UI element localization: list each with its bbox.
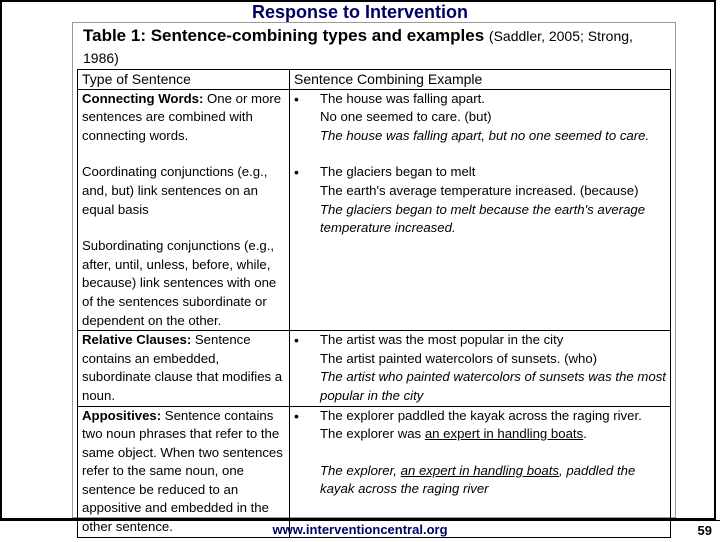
table-header-row (78, 70, 671, 90)
example-sentence: The artist was the most popular in the city (320, 332, 564, 348)
page-number: 59 (697, 523, 712, 538)
example-sentence: The explorer paddled the kayak across the raging river. (320, 407, 642, 423)
type-cell (78, 331, 290, 406)
type-text: Sentence contains an embedded, subordinate clause that modifies a noun. (82, 332, 283, 403)
table-row (78, 331, 671, 406)
type-cell (78, 89, 290, 331)
appositive-phrase: an expert in handling boats (400, 462, 560, 478)
type-cell (78, 406, 290, 537)
table-citation: (Saddler, 2005; Strong, 1986) (83, 28, 633, 66)
bullet-icon: • (294, 332, 299, 349)
type-label: Appositives: (82, 407, 162, 423)
example-sentence: The artist painted watercolors of sunsets. (who) (320, 350, 598, 366)
example-item (294, 331, 666, 405)
combined-sentence: The house was falling apart, but no one seemed to care. (320, 127, 650, 143)
example-cell (290, 331, 671, 406)
bullet-icon: • (294, 407, 299, 424)
example-sentence: The earth's average temperature increased. (because) (320, 182, 639, 198)
example-item (294, 407, 666, 499)
table-title (77, 23, 671, 69)
example-cell (290, 89, 671, 331)
example-cell (290, 406, 671, 537)
example-item (294, 90, 666, 146)
bullet-icon: • (294, 164, 299, 181)
type-description (82, 331, 285, 405)
example-sentence: The explorer was an expert in handling boats. (320, 426, 587, 442)
table-row (78, 406, 671, 537)
type-text: One or more sentences are combined with connecting words. (82, 90, 282, 143)
combined-sentence: The glaciers began to melt because the earth's average temperature increased. (320, 201, 646, 236)
combined-sentence: The explorer, an expert in handling boats, paddled the kayak across the raging river (320, 462, 636, 497)
appositive-phrase: an expert in handling boats (424, 426, 584, 442)
type-label: Relative Clauses: (82, 332, 192, 348)
type-note: Subordinating conjunctions (e.g., after, until, unless, before, while, because) link sentences with one of the sentences subordinate or dependent on the other. (82, 238, 277, 328)
page-title: Response to Intervention (251, 2, 469, 22)
example-item (294, 163, 666, 237)
type-text: Sentence contains two noun phrases that refer to the same object. When two sentences refer to the same noun, one sentence be reduced to an appositive and embedded in the other sentence. (82, 407, 283, 535)
example-sentence: No one seemed to care. (but) (320, 109, 492, 125)
sentence-combining-table (77, 69, 671, 538)
column-header: Type of Sentence (78, 70, 290, 90)
footer-url[interactable]: www.interventioncentral.org (272, 522, 448, 537)
type-note: Coordinating conjunctions (e.g., and, but) link sentences on an equal basis (82, 164, 268, 217)
combined-sentence: The artist who painted watercolors of sunsets was the most popular in the city (320, 369, 666, 403)
type-label: Connecting Words: (82, 90, 204, 106)
table-row (78, 89, 671, 331)
bullet-icon: • (294, 90, 299, 107)
example-sentence: The glaciers began to melt (320, 164, 476, 180)
type-description (82, 407, 285, 537)
example-sentence: The house was falling apart. (320, 90, 485, 106)
type-description (82, 90, 285, 146)
table-title-text: Table 1: Sentence-combining types and examples (83, 26, 485, 45)
column-header: Sentence Combining Example (290, 70, 671, 90)
